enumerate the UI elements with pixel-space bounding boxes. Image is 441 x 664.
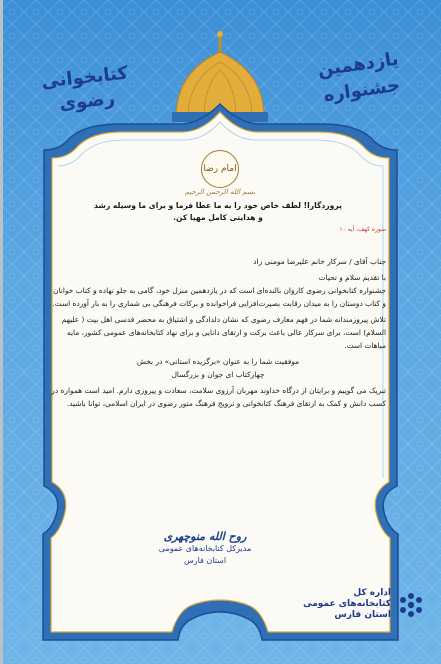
logo-line2: کتابخانه‌های عمومی bbox=[303, 599, 391, 609]
paragraph-3-line1: موفقیت شما را به عنوان «برگزیده استانی» در بخش bbox=[136, 357, 300, 366]
program-title-line1: کتابخوانی bbox=[40, 62, 129, 93]
signatory-name: روح الله منوچهری bbox=[163, 530, 247, 543]
prayer-verse bbox=[50, 200, 386, 236]
library-emblem-icon bbox=[397, 591, 425, 619]
program-title-line2: رضوی bbox=[58, 88, 116, 115]
logo-line1: اداره کل bbox=[353, 588, 391, 598]
prayer-line2: و هدایتی کامل مهیا کن. bbox=[173, 213, 263, 222]
scan-edge bbox=[0, 0, 3, 664]
festival-title-line2: جشنواره bbox=[322, 74, 402, 107]
greeting: با تقدیم سلام و تحیات bbox=[318, 273, 386, 282]
festival-title-line1: یازدهمین bbox=[316, 48, 400, 81]
signatory-role: مدیرکل کتابخانه‌های عمومی bbox=[158, 544, 252, 553]
imam-reza-seal-icon bbox=[201, 150, 239, 188]
paragraph-3-line2: چهارکتاب ای جوان و بزرگسال bbox=[171, 370, 265, 379]
signature-block bbox=[150, 530, 260, 567]
organization-logo bbox=[303, 588, 425, 621]
signatory-province: استان فارس bbox=[183, 556, 227, 565]
letter-body bbox=[50, 200, 386, 410]
seal-text: امام رضا bbox=[203, 164, 237, 174]
paragraph-2: تلاش پیروزمندانه شما در فهم معارف رضوی که نشان دلدادگی و اشتیاق به محضر قدسی اهل بیت ( علیهم السلام) است، برای سرکار عالی باعث برکت و ارتقای دانایی و برای نهاد کتابخانه‌های عمومی کشور، مایه مباهات است. bbox=[61, 315, 386, 350]
logo-line3: استان فارس bbox=[334, 610, 391, 620]
verse-reference: سوره کهف، آیه ۱۰ bbox=[339, 226, 386, 233]
paragraph-1: جشنواره کتابخوانی رضوی کاروان بالنده‌ای است که در یازدهمین منزل خود، گامی به جلو نهاده و کتاب خوانان و کتاب دوستان را به میدان رقابت بصیرت‌افزایی فراخوانده و برکات فرهنگی بی شماری را به بار آورده است. bbox=[52, 286, 386, 308]
basmala: بسم الله الرحمن الرحیم bbox=[184, 188, 256, 196]
paragraph-4: تبریک می گوییم و برایتان از درگاه خداوند مهربان آرزوی سلامت، سعادت و پیروزی دارم. امید است همواره در کسب دانش و کمک به ارتقای فرهنگ کتابخوانی و ترویج فرهنگ متور رضوی در ایران اسلامی، توانا باشید. bbox=[51, 386, 386, 408]
prayer-line1: پروردگارا! لطف خاص خود را به ما عطا فرما و برای ما وسیله رشد bbox=[94, 201, 342, 210]
recipient-name: جناب آقای / سرکار خانم علیرضا مومنی راد bbox=[253, 257, 386, 266]
